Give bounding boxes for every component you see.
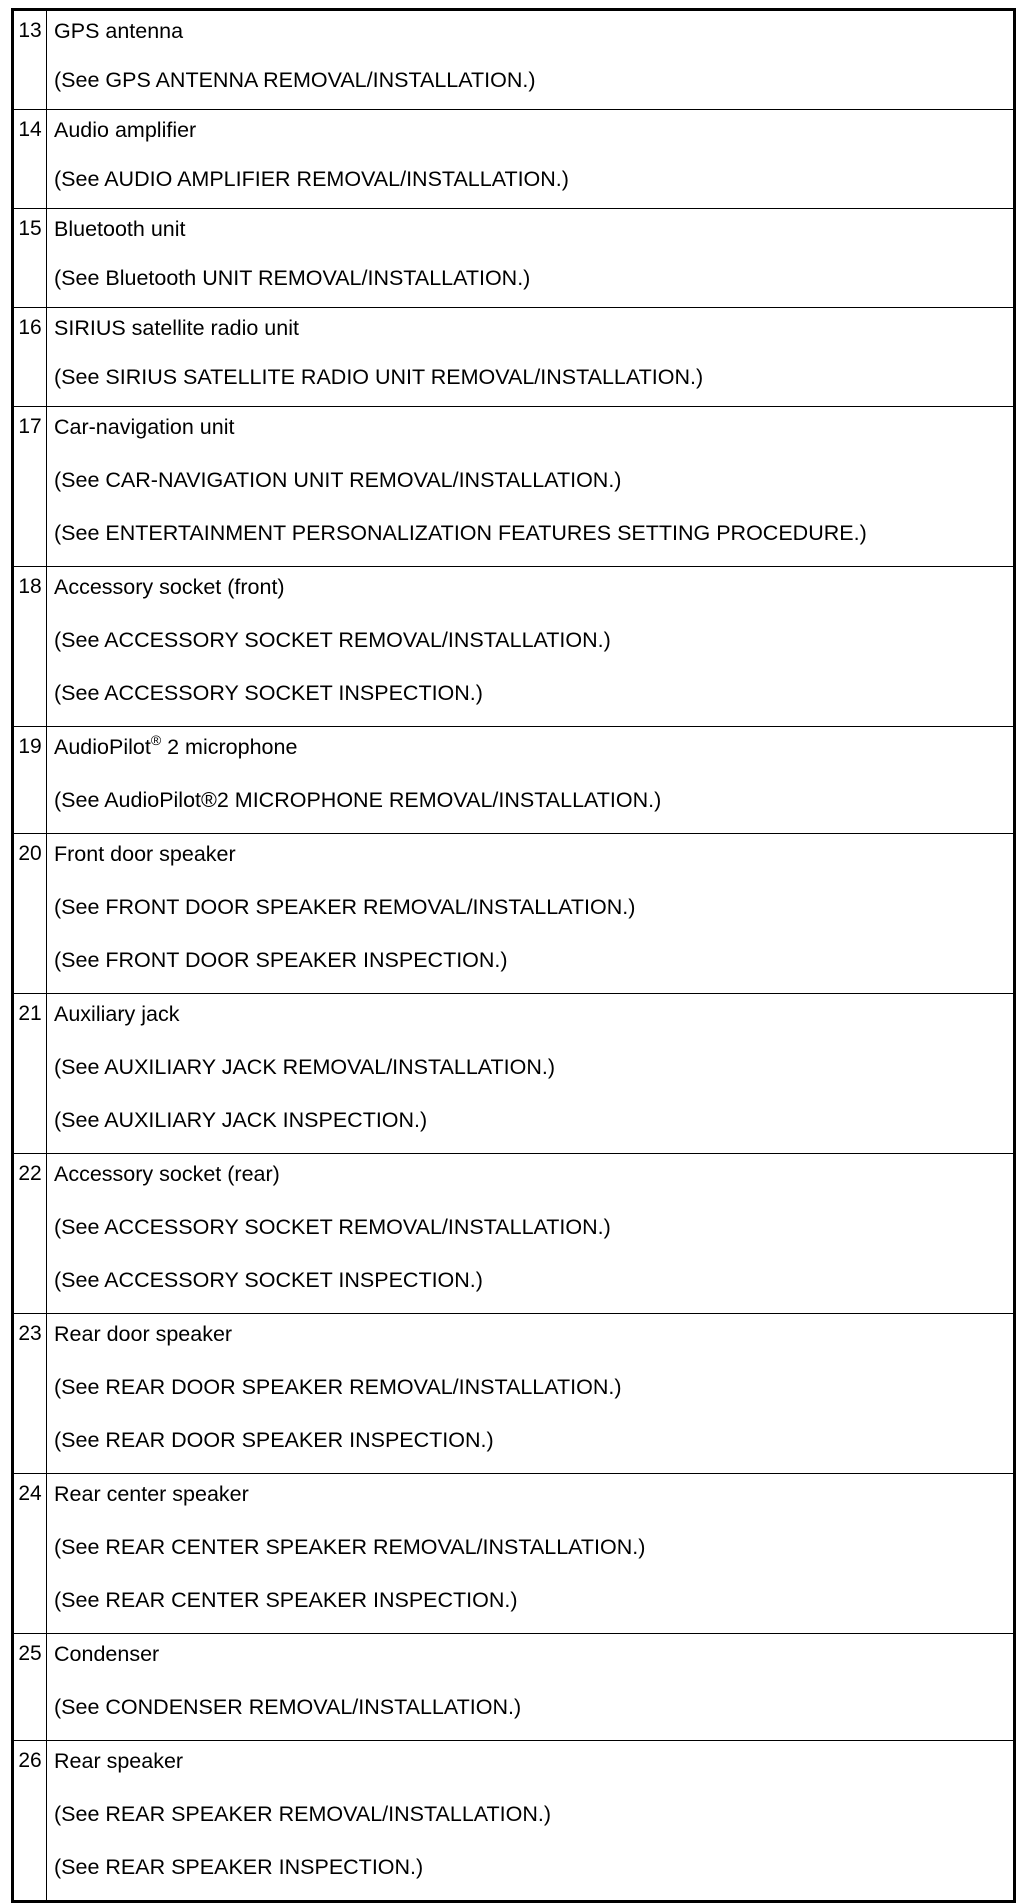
item-name: Front door speaker: [54, 842, 236, 866]
item-number: 20: [13, 834, 47, 994]
item-description: [47, 1634, 1015, 1741]
registered-mark: ®: [150, 732, 162, 748]
item-reference: (See AUXILIARY JACK INSPECTION.): [54, 1108, 428, 1132]
item-description: [47, 10, 1015, 110]
item-number: 23: [13, 1314, 47, 1474]
item-description: [47, 834, 1015, 994]
item-name: Condenser: [54, 1642, 160, 1666]
item-number: 15: [13, 209, 47, 308]
item-reference: (See ENTERTAINMENT PERSONALIZATION FEATURES SETTING PROCEDURE.): [54, 521, 867, 545]
table-row: [13, 994, 1015, 1154]
table-row: [13, 1474, 1015, 1634]
item-name-prefix: AudioPilot: [54, 735, 151, 759]
item-reference: (See GPS ANTENNA REMOVAL/INSTALLATION.): [54, 68, 536, 92]
table-row: [13, 110, 1015, 209]
item-name: Audio amplifier: [54, 118, 197, 142]
item-number: 13: [13, 10, 47, 110]
item-number: 17: [13, 407, 47, 567]
item-reference: (See CAR-NAVIGATION UNIT REMOVAL/INSTALLATION.): [54, 468, 622, 492]
item-description: [47, 209, 1015, 308]
item-reference: (See AudioPilot®2 MICROPHONE REMOVAL/INSTALLATION.): [54, 788, 662, 812]
table-row: [13, 567, 1015, 727]
item-reference: (See ACCESSORY SOCKET REMOVAL/INSTALLATION.): [54, 1215, 611, 1239]
item-description: [47, 567, 1015, 727]
item-name-suffix: 2 microphone: [161, 735, 298, 759]
item-reference: (See FRONT DOOR SPEAKER INSPECTION.): [54, 948, 508, 972]
item-number: 19: [13, 727, 47, 834]
item-reference: (See ACCESSORY SOCKET REMOVAL/INSTALLATION.): [54, 628, 611, 652]
item-reference: (See CONDENSER REMOVAL/INSTALLATION.): [54, 1695, 522, 1719]
item-description: [47, 1474, 1015, 1634]
table-row: [13, 834, 1015, 994]
item-number: 16: [13, 308, 47, 407]
table-row: [13, 1634, 1015, 1741]
item-name: Rear center speaker: [54, 1482, 249, 1506]
item-name: Accessory socket (rear): [54, 1162, 280, 1186]
item-name: Bluetooth unit: [54, 217, 186, 241]
item-number: 26: [13, 1741, 47, 1902]
item-number: 22: [13, 1154, 47, 1314]
item-name: GPS antenna: [54, 19, 184, 43]
table-row: [13, 308, 1015, 407]
item-description: [47, 727, 1015, 834]
table-row: [13, 209, 1015, 308]
item-name: SIRIUS satellite radio unit: [54, 316, 299, 340]
table-row: [13, 1154, 1015, 1314]
item-reference: (See REAR SPEAKER REMOVAL/INSTALLATION.): [54, 1802, 552, 1826]
item-reference: (See SIRIUS SATELLITE RADIO UNIT REMOVAL/INSTALLATION.): [54, 365, 704, 389]
table-row: [13, 407, 1015, 567]
item-reference: (See AUXILIARY JACK REMOVAL/INSTALLATION.): [54, 1055, 556, 1079]
item-number: 21: [13, 994, 47, 1154]
table-row: [13, 727, 1015, 834]
item-description: [47, 1314, 1015, 1474]
parts-table: [11, 8, 1016, 1903]
item-description: [47, 110, 1015, 209]
item-description: [47, 1154, 1015, 1314]
item-description: [47, 994, 1015, 1154]
item-description: [47, 407, 1015, 567]
item-description: [47, 1741, 1015, 1902]
item-name: Auxiliary jack: [54, 1002, 180, 1026]
table-row: [13, 1314, 1015, 1474]
item-reference: (See REAR CENTER SPEAKER REMOVAL/INSTALLATION.): [54, 1535, 646, 1559]
item-number: 25: [13, 1634, 47, 1741]
item-name: [54, 727, 1013, 780]
item-name: Rear speaker: [54, 1749, 184, 1773]
item-name: Car-navigation unit: [54, 415, 235, 439]
item-number: 24: [13, 1474, 47, 1634]
item-reference: (See Bluetooth UNIT REMOVAL/INSTALLATION.): [54, 266, 531, 290]
item-reference: (See REAR DOOR SPEAKER INSPECTION.): [54, 1428, 494, 1452]
item-name: Accessory socket (front): [54, 575, 285, 599]
item-name: Rear door speaker: [54, 1322, 233, 1346]
table-row: [13, 1741, 1015, 1902]
item-description: [47, 308, 1015, 407]
item-reference: (See REAR DOOR SPEAKER REMOVAL/INSTALLATION.): [54, 1375, 622, 1399]
item-number: 14: [13, 110, 47, 209]
item-number: 18: [13, 567, 47, 727]
item-reference: (See AUDIO AMPLIFIER REMOVAL/INSTALLATION.): [54, 167, 569, 191]
table-row: [13, 10, 1015, 110]
item-reference: (See ACCESSORY SOCKET INSPECTION.): [54, 681, 483, 705]
item-reference: (See FRONT DOOR SPEAKER REMOVAL/INSTALLATION.): [54, 895, 636, 919]
item-reference: (See ACCESSORY SOCKET INSPECTION.): [54, 1268, 483, 1292]
item-reference: (See REAR CENTER SPEAKER INSPECTION.): [54, 1588, 518, 1612]
item-reference: (See REAR SPEAKER INSPECTION.): [54, 1855, 424, 1879]
